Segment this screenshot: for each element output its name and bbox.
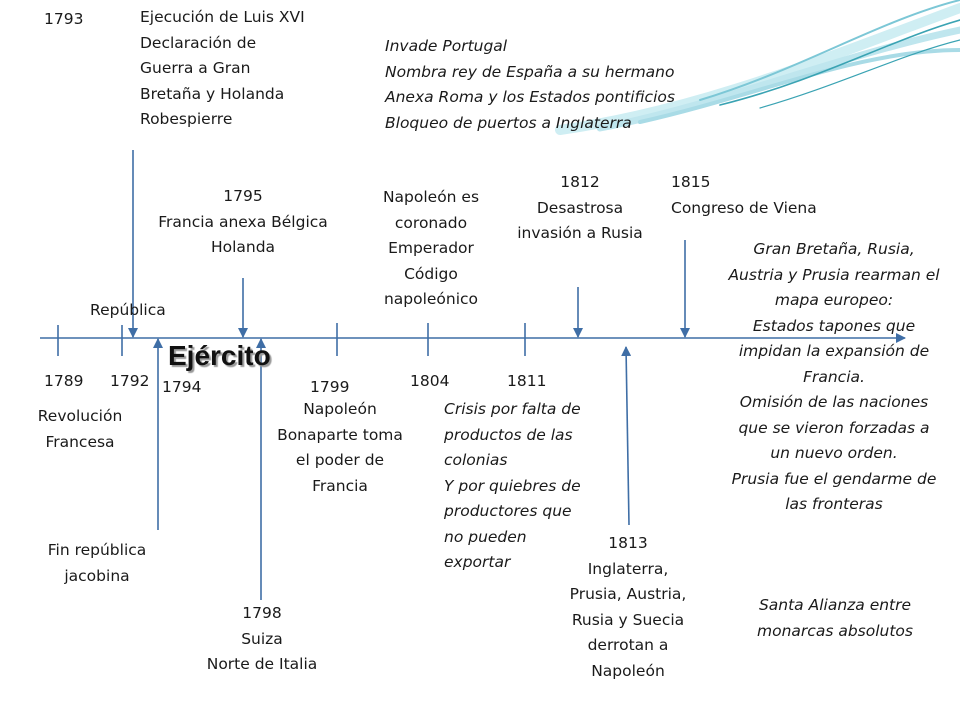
diagram-title: Ejército <box>168 340 271 371</box>
event-crisis: Crisis por falta de productos de las colonias Y por quiebres de productores que no pueden exportar <box>444 400 581 571</box>
event-1793-text: Ejecución de Luis XVI Declaración de Guerra a Gran Bretaña y Holanda Robespierre <box>140 8 305 128</box>
year-1804: 1804 <box>410 372 450 390</box>
year-1789: 1789 <box>44 372 84 390</box>
event-1812: 1812 Desastrosa invasión a Rusia <box>517 173 643 242</box>
event-1798: 1798 Suiza Norte de Italia <box>206 604 318 673</box>
santa-alianza: Santa Alianza entre monarcas absolutos <box>757 596 913 640</box>
event-1815: 1815 Congreso de Viena <box>671 173 817 217</box>
arrow-1813 <box>626 347 629 525</box>
year-1811: 1811 <box>507 372 547 390</box>
vienna-notes: Gran Bretaña, Rusia, Austria y Prusia rearman el mapa europeo: Estados tapones que impidan la expansión de Francia. Omisión de las naciones que se vieron forzadas a un nuevo orden. Prusia fue el gendarme de las fronteras <box>728 240 940 513</box>
event-coronation: Napoleón es coronado Emperador Código napoleónico <box>382 188 480 308</box>
year-1799: 1799 <box>310 378 350 396</box>
year-1792: 1792 <box>110 372 150 390</box>
event-revolucion: Revolución Francesa <box>37 407 123 451</box>
event-fin-republica: Fin república jacobina <box>47 541 147 585</box>
event-1793-year: 1793 <box>44 10 84 28</box>
event-bonaparte: Napoleón Bonaparte toma el poder de Francia <box>277 400 403 495</box>
napoleon-actions: Invade Portugal Nombra rey de España a su hermano Anexa Roma y los Estados pontificios Bloqueo de puertos a Inglaterra <box>385 37 675 132</box>
year-1794: 1794 <box>162 378 202 396</box>
event-1795: 1795 Francia anexa Bélgica Holanda <box>158 187 328 256</box>
label-republica: República <box>90 301 166 319</box>
event-1813: 1813 Inglaterra, Prusia, Austria, Rusia y Suecia derrotan a Napoleón <box>569 534 687 680</box>
